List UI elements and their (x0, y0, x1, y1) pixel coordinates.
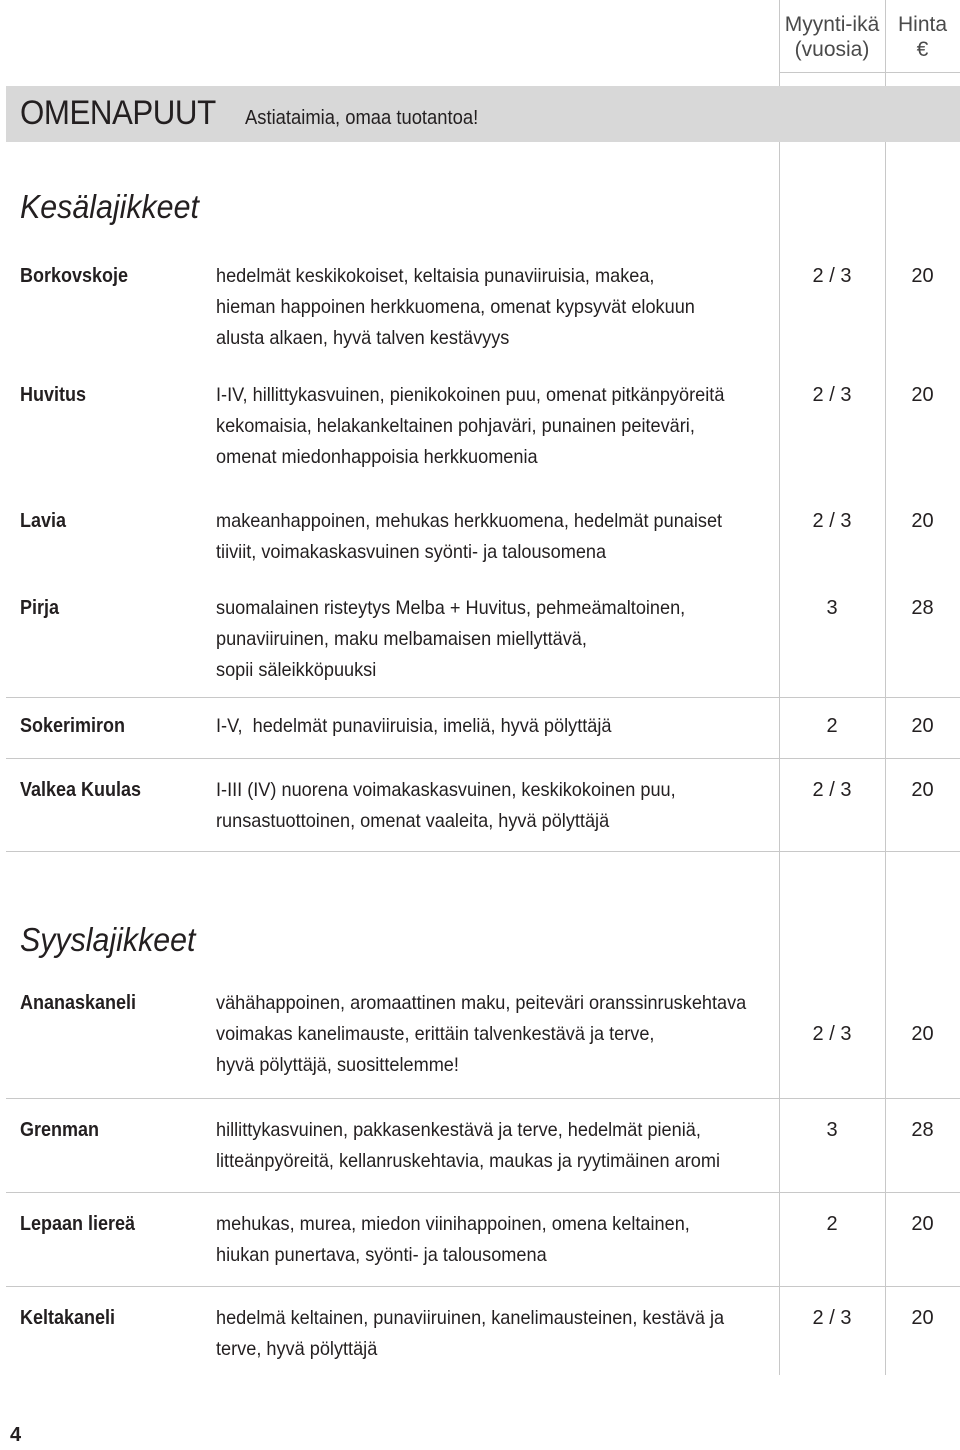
variety-description: hedelmät keskikokoiset, keltaisia punaviiruisia, makea, hieman happoinen herkkuomena, omenat kypsyvät elokuun alusta alkaen, hyvä talven kestävyys (216, 265, 695, 349)
variety-name: Ananaskaneli (20, 992, 137, 1014)
price: 20 (911, 715, 934, 737)
column-header-price (885, 12, 960, 62)
sale-age: 2 / 3 (812, 1307, 852, 1329)
variety-name: Pirja (20, 597, 60, 619)
price-header-line-2: € (916, 38, 929, 61)
variety-name: Grenman (20, 1119, 100, 1141)
age-header-line-2: (vuosia) (794, 38, 870, 61)
variety-description: mehukas, murea, miedon viinihappoinen, omena keltainen, hiukan punertava, syönti- ja talousomena (216, 1213, 690, 1266)
variety-name: Lavia (20, 510, 67, 532)
sale-age: 2 / 3 (812, 384, 852, 406)
sale-age: 2 (826, 1213, 838, 1235)
variety-description: I-V, hedelmät punaviiruisia, imeliä, hyvä pölyttäjä (216, 715, 612, 737)
price: 28 (911, 1119, 934, 1141)
variety-description: suomalainen risteytys Melba + Huvitus, pehmeämaltoinen, punaviiruinen, maku melbamaisen miellyttävä, sopii säleikköpuuksi (216, 597, 686, 681)
variety-name: Borkovskoje (20, 265, 129, 287)
variety-name: Sokerimiron (20, 715, 126, 737)
sale-age: 2 / 3 (812, 265, 852, 287)
column-rule-age (779, 0, 780, 1375)
variety-description: hedelmä keltainen, punaviiruinen, kanelimausteinen, kestävä ja terve, hyvä pölyttäjä (216, 1307, 725, 1360)
price: 20 (911, 1213, 934, 1235)
banner-title: OMENAPUUT (20, 94, 216, 132)
price: 20 (911, 779, 934, 801)
variety-name: Keltakaneli (20, 1307, 116, 1329)
column-rule-price (885, 0, 886, 1375)
variety-description: vähähappoinen, aromaattinen maku, peiteväri oranssinruskehtava voimakas kanelimauste, erittäin talvenkestävä ja terve, hyvä pölyttäjä, suosittelemme! (216, 992, 747, 1076)
price: 20 (911, 265, 934, 287)
price: 20 (911, 1307, 934, 1329)
section-title-summer: Kesälajikkeet (20, 188, 199, 225)
row-divider (6, 1098, 960, 1099)
column-header-age (779, 12, 885, 62)
header-rule (779, 72, 960, 73)
variety-description: I-IV, hillittykasvuinen, pienikokoinen puu, omenat pitkänpyöreitä kekomaisia, helakankeltainen pohjaväri, punainen peiteväri, omenat miedonhappoisia herkkuomenia (216, 384, 725, 468)
price: 20 (911, 384, 934, 406)
variety-description: makeanhappoinen, mehukas herkkuomena, hedelmät punaiset tiiviit, voimakaskasvuinen syönti- ja talousomena (216, 510, 723, 563)
price: 20 (911, 510, 934, 532)
sale-age: 2 (826, 715, 838, 737)
price: 20 (911, 1023, 934, 1045)
variety-name: Valkea Kuulas (20, 779, 142, 801)
variety-name: Huvitus (20, 384, 87, 406)
sale-age: 2 / 3 (812, 1023, 852, 1045)
section-title-autumn: Syyslajikkeet (20, 921, 196, 958)
sale-age: 3 (826, 597, 838, 619)
age-header-line-1: Myynti-ikä (784, 13, 880, 36)
variety-description: I-III (IV) nuorena voimakaskasvuinen, keskikokoinen puu, runsastuottoinen, omenat vaaleita, hyvä pölyttäjä (216, 779, 676, 832)
row-divider (6, 697, 960, 698)
price: 28 (911, 597, 934, 619)
row-divider (6, 758, 960, 759)
row-divider (6, 851, 960, 852)
row-divider (6, 1192, 960, 1193)
row-divider (6, 1286, 960, 1287)
banner-subtitle: Astiataimia, omaa tuotantoa! (245, 107, 479, 129)
page-number: 4 (10, 1424, 22, 1446)
sale-age: 2 / 3 (812, 510, 852, 532)
variety-description: hillittykasvuinen, pakkasenkestävä ja terve, hedelmät pieniä, litteänpyöreitä, kellanruskehtavia, maukas ja ryytimäinen aromi (216, 1119, 720, 1172)
sale-age: 2 / 3 (812, 779, 852, 801)
sale-age: 3 (826, 1119, 838, 1141)
variety-name: Lepaan liereä (20, 1213, 136, 1235)
price-header-line-1: Hinta (897, 13, 948, 36)
